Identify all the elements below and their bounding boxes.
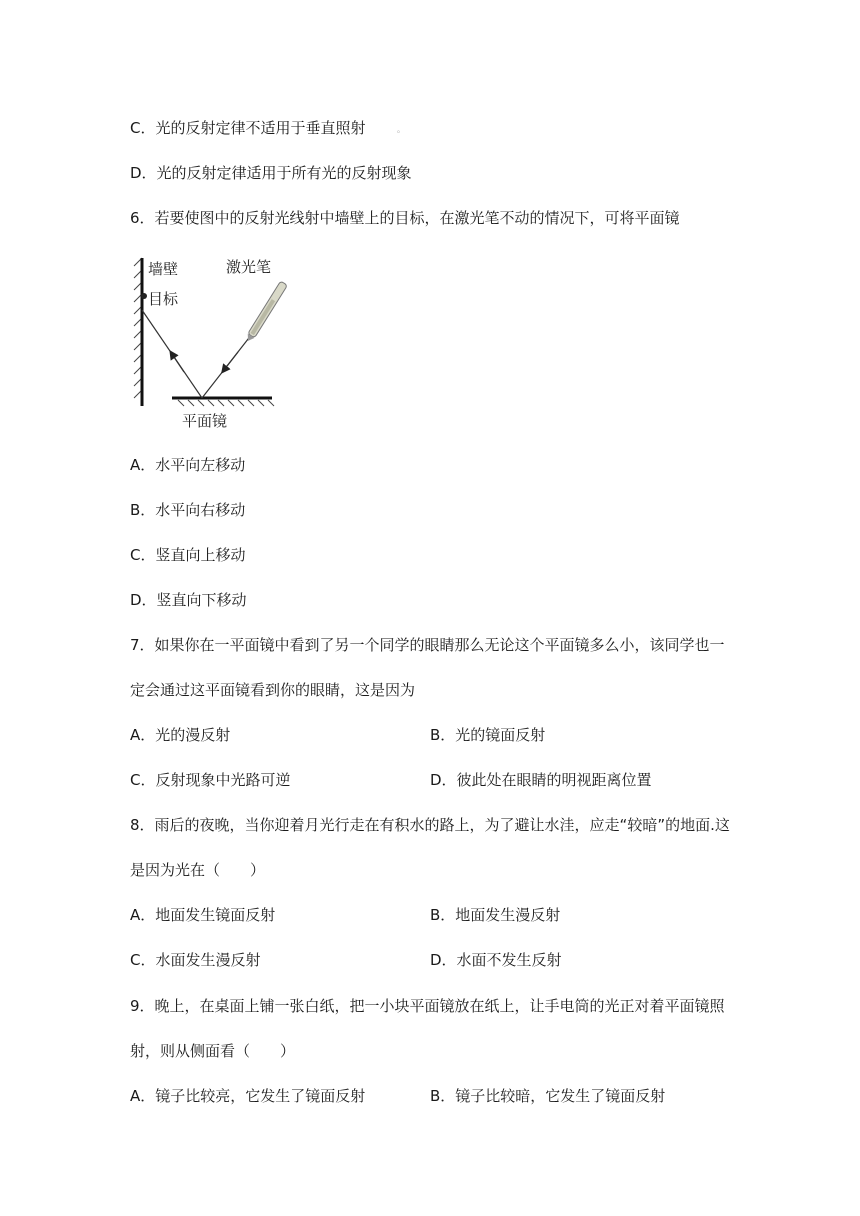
mirror-hatching — [178, 400, 274, 406]
q5-option-d: D．光的反射定律适用于所有光的反射现象 — [130, 164, 412, 182]
q8-option-a: A．地面发生镜面反射 — [130, 906, 276, 924]
q7-question-line2: 定会通过这平面镜看到你的眼睛，这是因为 — [130, 681, 416, 699]
stray-dot: 。 — [397, 125, 405, 134]
q7-option-c: C．反射现象中光路可逆 — [130, 771, 291, 789]
reflection-diagram — [128, 252, 288, 432]
laser-pen-icon — [245, 281, 288, 343]
laser-label: 激光笔 — [226, 258, 272, 276]
q6-question: 6．若要使图中的反射光线射中墙壁上的目标，在激光笔不动的情况下，可将平面镜 — [130, 209, 680, 227]
wall-label: 墙壁 — [148, 260, 179, 278]
q8-question-line2: 是因为光在（ ） — [130, 861, 266, 879]
reflected-arrow — [172, 354, 184, 372]
q8-option-b: B．地面发生漫反射 — [430, 906, 561, 924]
q7-option-b: B．光的镜面反射 — [430, 726, 546, 744]
q6-option-a: A．水平向左移动 — [130, 456, 246, 474]
q8-option-d: D．水面不发生反射 — [430, 951, 562, 969]
q6-option-d: D．竖直向下移动 — [130, 591, 247, 609]
q8-question-line1: 8．雨后的夜晚，当你迎着月光行走在有积水的路上，为了避让水洼，应走“较暗”的地面.这 — [130, 816, 730, 834]
q9-option-a: A．镜子比较亮，它发生了镜面反射 — [130, 1087, 366, 1105]
q7-question-line1: 7．如果你在一平面镜中看到了另一个同学的眼睛那么无论这个平面镜多么小，该同学也一 — [130, 636, 725, 654]
target-dot — [141, 293, 147, 299]
q9-question-line2: 射，则从侧面看（ ） — [130, 1042, 296, 1060]
incident-arrow — [224, 352, 238, 370]
target-label: 目标 — [148, 290, 179, 308]
mirror-label: 平面镜 — [182, 412, 228, 430]
q5-option-c: C．光的反射定律不适用于垂直照射 — [130, 119, 366, 137]
q7-option-d: D．彼此处在眼睛的明视距离位置 — [430, 771, 652, 789]
q9-question-line1: 9．晚上，在桌面上铺一张白纸，把一小块平面镜放在纸上，让手电筒的光正对着平面镜照 — [130, 997, 725, 1015]
q7-option-a: A．光的漫反射 — [130, 726, 231, 744]
q6-option-c: C．竖直向上移动 — [130, 546, 246, 564]
q8-option-c: C．水面发生漫反射 — [130, 951, 261, 969]
q6-option-b: B．水平向右移动 — [130, 501, 246, 519]
q9-option-b: B．镜子比较暗，它发生了镜面反射 — [430, 1087, 666, 1105]
